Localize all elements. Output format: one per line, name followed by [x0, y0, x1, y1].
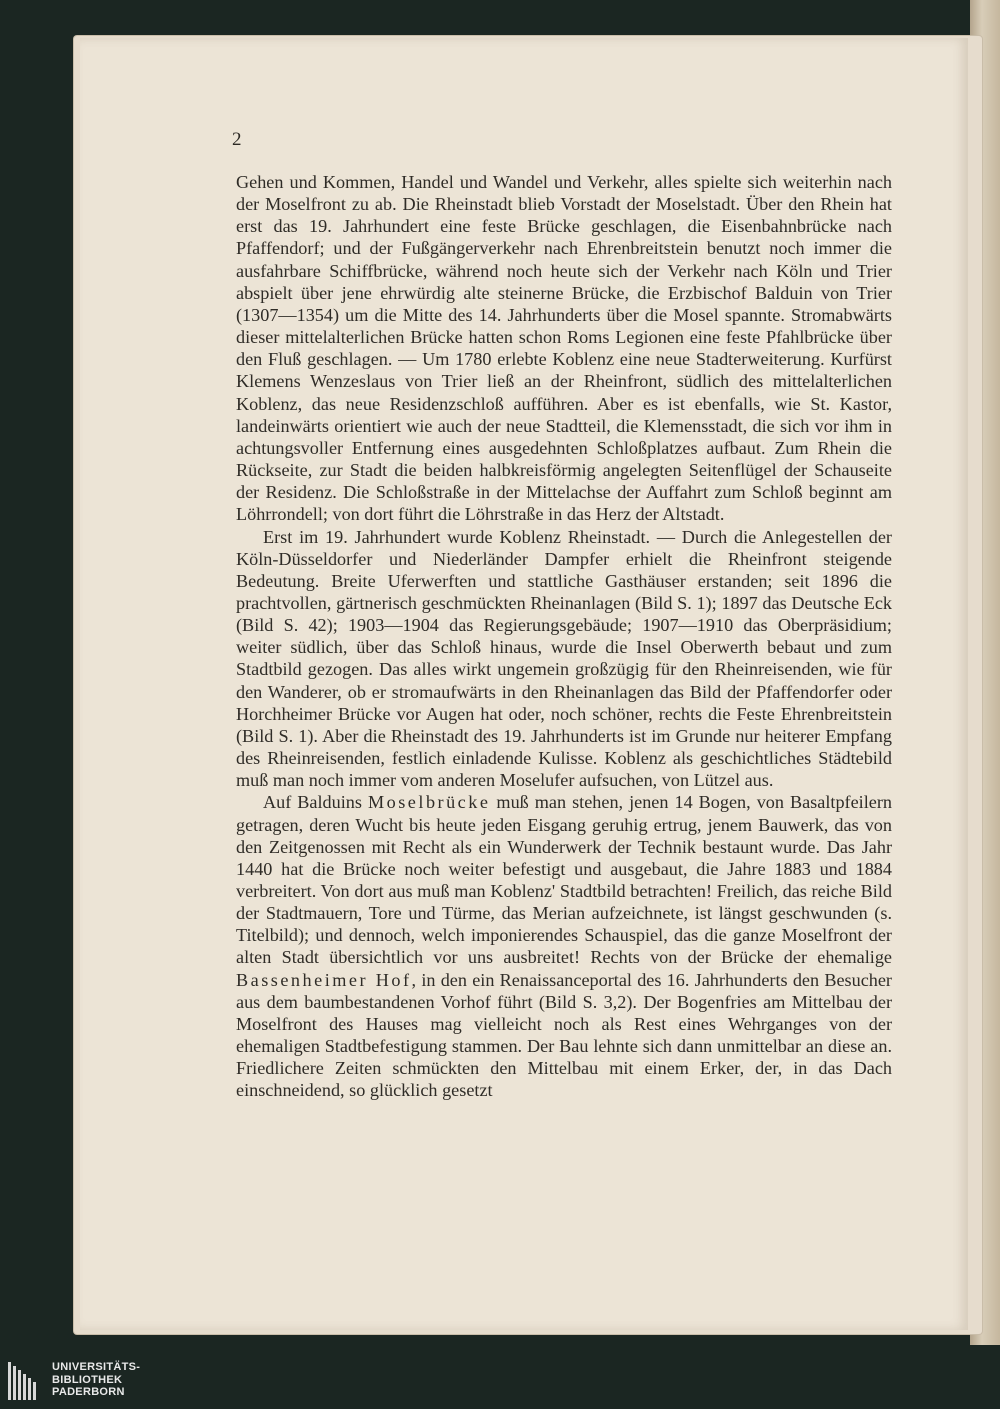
paragraph-3-text-c: , in den ein Renaissanceportal des 16. Jahrhunderts den Besucher aus dem baumbestandenen Vorhof führt (Bild S. 3,2). Der Bogenfries am Mittelbau der Moselfront des Hauses mag vielleicht noch als Rest eines Wehrganges von der ehemaligen Stadtbefestigung stammen. Der Bau lehnte sich dann unmittelbar an diese an. Friedlichere Zeiten schmückten den Mittelbau mit einem Erker, der, in das Dach einschneidend, so glücklich gesetzt — [236, 969, 892, 1101]
library-logo-line-3: PADERBORN — [52, 1386, 125, 1398]
library-logo-icon — [8, 1362, 40, 1400]
paragraph-1 — [236, 171, 892, 526]
body-text — [236, 171, 892, 1102]
library-logo-text — [52, 1361, 140, 1399]
paragraph-3-text-a: Auf Balduins — [263, 792, 368, 813]
paragraph-3-text-b: muß man stehen, jenen 14 Bogen, von Basaltpfeilern getragen, deren Wucht bis heute jeden Eisgang geruhig ertrug, jenem Bauwerk, das von den Zeitgenossen mit Recht als ein Wunderwerk der Technik bestaunt wurde. Das Jahr 1440 hat die Brücke noch weiter befestigt und ausgebaut, die Jahre 1883 und 1884 verbreitert. Von dort aus muß man Koblenz' Stadtbild betrachten! Freilich, das reiche Bild der Stadtmauern, Tore und Türme, das Merian aufzeichnete, ist längst geschwunden (s. Titelbild); und dennoch, welch imponierendes Schauspiel, das die ganze Moselfront der alten Stadt übersichtlich vor uns ausbreitet! Rechts von der Brücke der ehemalige — [236, 792, 892, 968]
paragraph-1-text: Gehen und Kommen, Handel und Wandel und Verkehr, alles spielte sich weiterhin nach der Moselfront zu ab. Die Rheinstadt blieb Vorstadt der Moselstadt. Über den Rhein hat erst das 19. Jahrhundert eine feste Brücke geschlagen, die Eisenbahnbrücke nach Pfaffendorf; und der Fußgängerverkehr nach Ehrenbreitstein benutzt noch immer die ausfahrbare Schiffbrücke, während noch heute sich der Verkehr nach Köln und Trier abspielt über jene ehrwürdig alte steinerne Brücke, die Erzbischof Balduin von Trier (1307—1354) um die Mitte des 14. Jahrhunderts über die Mosel spannte. Stromabwärts dieser mittelalterlichen Brücke hatten schon Roms Legionen eine feste Pfahlbrücke über den Fluß geschlagen. — Um 1780 erlebte Koblenz eine neue Stadterweiterung. Kurfürst Klemens Wenzeslaus von Trier ließ an der Rheinfront, südlich des mittelalterlichen Koblenz, das neue Residenzschloß aufführen. Aber es ist ebenfalls, wie St. Kastor, landeinwärts orientiert wie auch der neue Stadtteil, die Klemensstadt, die sich vor ihm in achtungsvoller Entfernung eines ausgedehnten Schloßplatzes aufbaut. Zum Rhein die Rückseite, zur Stadt die beiden halbkreisförmig angelegten Seitenflügel der Schauseite der Residenz. Die Schloßstraße in der Mittelachse der Auffahrt zum Schloß beginnt am Löhrrondell; von dort führt die Löhrstraße in das Herz der Altstadt. — [236, 172, 892, 525]
page-number: 2 — [232, 129, 242, 150]
library-logo-line-2: BIBLIOTHEK — [52, 1373, 123, 1386]
emphasis-moselbruecke: Moselbrücke — [367, 792, 491, 813]
paragraph-2 — [236, 526, 892, 792]
paragraph-3 — [236, 791, 892, 1101]
library-logo-line-1: UNIVERSITÄTS- — [52, 1361, 141, 1373]
library-logo — [0, 1358, 170, 1404]
paragraph-2-text: Erst im 19. Jahrhundert wurde Koblenz Rheinstadt. — Durch die Anlegestellen der Köln-Düsseldorfer und Niederländer Dampfer erhielt die Rheinfront steigende Bedeutung. Breite Uferwerften und stattliche Gasthäuser erstanden; seit 1896 die prachtvollen, gärtnerisch geschmückten Rheinanlagen (Bild S. 1); 1897 das Deutsche Eck (Bild S. 42); 1903—1904 das Regierungsgebäude; 1907—1910 das Oberpräsidium; weiter südlich, über das Schloß hinaus, wurde die Insel Oberwerth bebaut und zum Stadtbild gezogen. Das alles wirkt ungemein großzügig für den Rheinreisenden, wie für den Wanderer, ob er stromaufwärts in den Rheinanlagen das Bild der Pfaffendorfer oder Horchheimer Brücke vor Augen hat oder, noch schöner, rechts die Feste Ehrenbreitstein (Bild S. 1). Aber die Rheinstadt des 19. Jahrhunderts ist im Grunde nur heiterer Empfang des Rheinreisenden, festlich einladende Kulisse. Koblenz als geschichtliches Städtebild muß man noch immer vom anderen Moselufer aufsuchen, von Lützel aus. — [236, 526, 892, 791]
emphasis-bassenheimer-hof: Bassenheimer Hof — [236, 969, 412, 990]
